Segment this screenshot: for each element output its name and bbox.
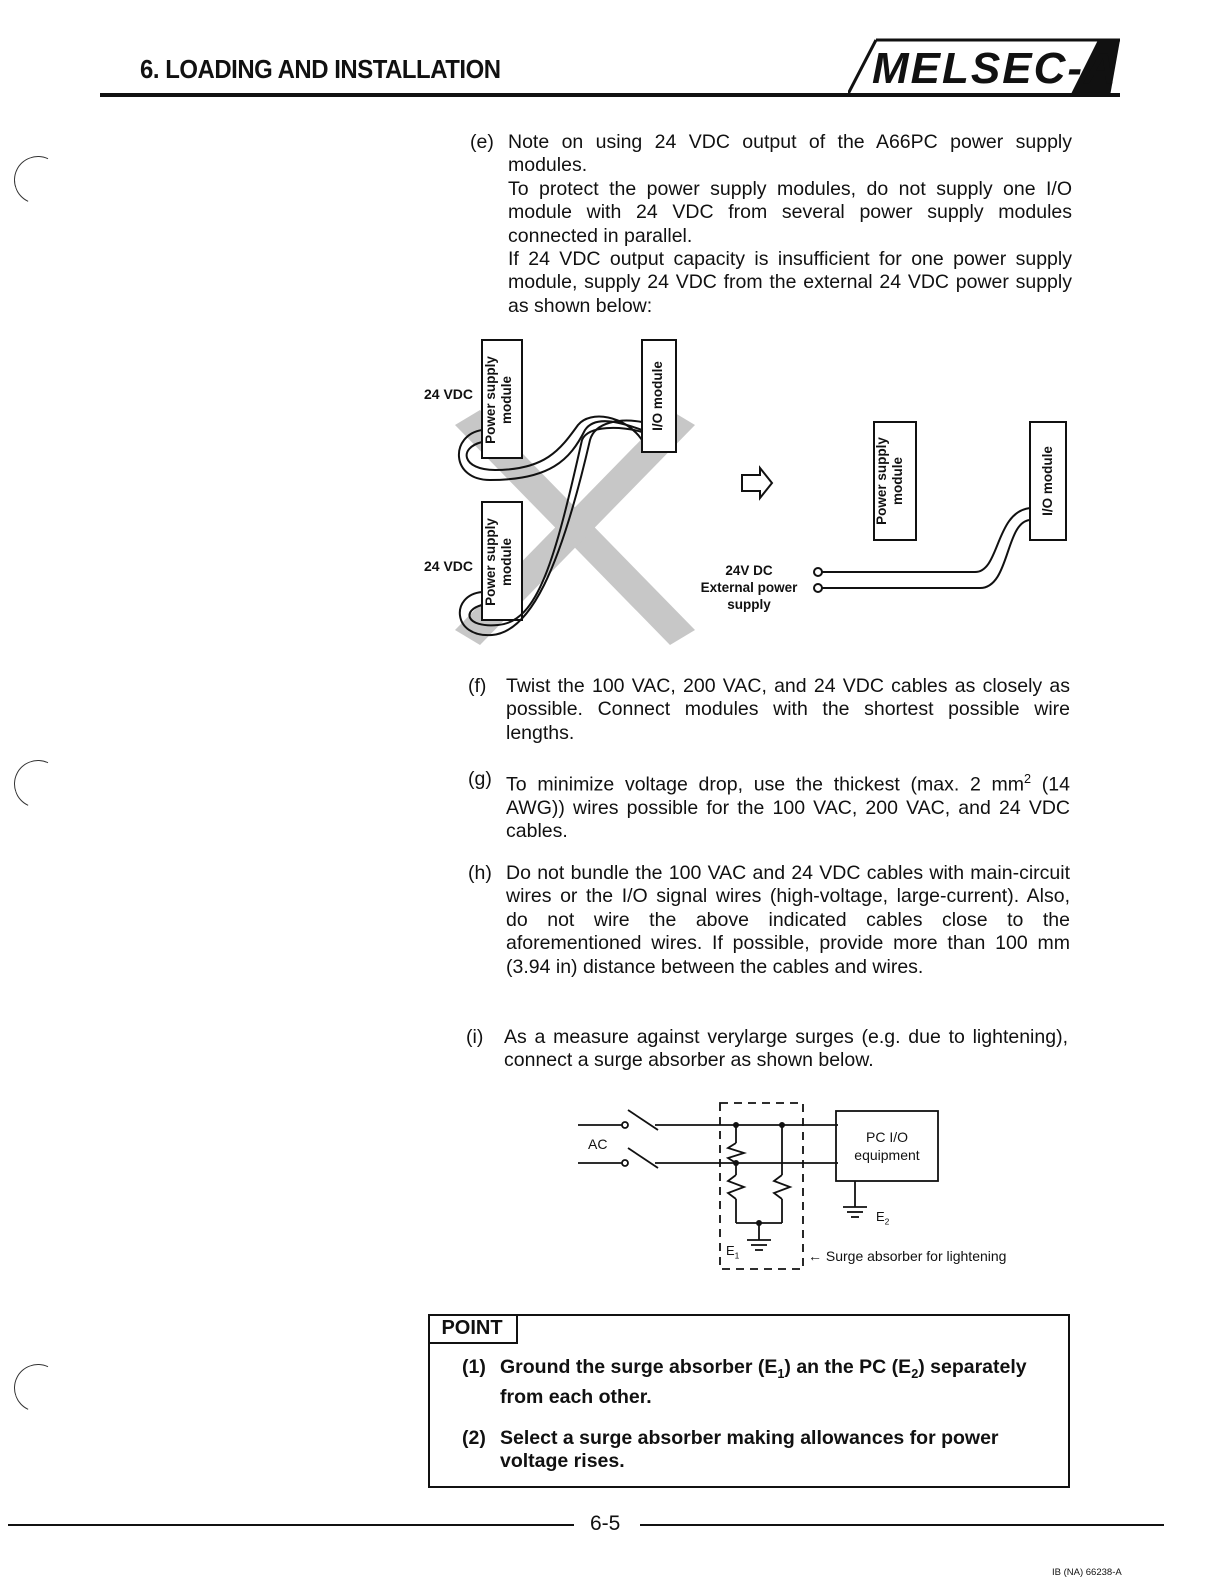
surge-absorber-label: ← Surge absorber for lightening (808, 1248, 1007, 1264)
psm-right-label-line2: module (890, 457, 905, 506)
psm-bottom-label-line1: Power supply (483, 518, 498, 606)
paragraph-h-label: (h) (468, 862, 492, 884)
paragraph-f-text: Twist the 100 VAC, 200 VAC, and 24 VDC cables as closely as possible. Connect modules with the shortest possible wire lengths. (506, 675, 1070, 744)
paragraph-g-text-b: (14 AWG)) wires possible for the 100 VAC, 200 VAC, and 24 VDC cables. (506, 773, 1070, 843)
paragraph-e-line2: To protect the power supply modules, do not supply one I/O module with 24 VDC from several power supply modules connected in parallel. (508, 177, 1072, 247)
paragraph-i-label: (i) (466, 1026, 484, 1048)
point-item-1-sub2: 2 (911, 1366, 919, 1381)
e1-label-text: E (726, 1243, 735, 1258)
point-item-1 (462, 1356, 1040, 1410)
page-number: 6-5 (590, 1512, 621, 1535)
paragraph-e-line1: Note on using 24 VDC output of the A66PC power supply modules. (508, 131, 1072, 177)
point-item-1-text-c: ) separately from each other. (500, 1356, 1027, 1409)
label-24vdc-bottom: 24 VDC (424, 558, 474, 574)
pc-equipment-line1: PC I/O (865, 1129, 908, 1145)
external-supply-wires (814, 508, 1030, 592)
paragraph-g (468, 768, 1070, 844)
paragraph-e (470, 131, 1072, 318)
psm-top-label-line1: Power supply (483, 356, 498, 444)
psm-top-label (483, 341, 515, 459)
paragraph-f-label: (f) (468, 675, 487, 697)
psm-right-label-line1: Power supply (874, 437, 889, 525)
binder-hole-bottom (7, 1357, 69, 1419)
footer-rule-right (640, 1524, 1164, 1526)
document-id: IB (NA) 66238-A (1052, 1567, 1122, 1578)
external-supply-line2: External power (700, 580, 798, 595)
paragraph-h (468, 862, 1070, 979)
io-right-label: I/O module (1040, 446, 1055, 516)
pc-equipment-line2: equipment (854, 1147, 920, 1163)
right-arrow-icon (742, 468, 772, 498)
point-tag: POINT (428, 1314, 518, 1344)
point-item-2-label: (2) (462, 1427, 486, 1449)
pc-equipment-label (836, 1128, 938, 1164)
external-supply-line3: supply (727, 597, 771, 612)
psm-bottom-label (483, 503, 515, 621)
e2-label-text: E (876, 1209, 885, 1224)
paragraph-g-label: (g) (468, 768, 492, 790)
point-item-1-label: (1) (462, 1356, 486, 1378)
paragraph-e-line3: If 24 VDC output capacity is insufficient for one power supply module, supply 24 VDC from the external 24 VDC power supply as shown below: (508, 248, 1072, 317)
point-item-2 (462, 1427, 1040, 1474)
e2-label (876, 1209, 889, 1227)
paragraph-f (468, 675, 1070, 745)
e1-label-sub: 1 (734, 1250, 740, 1261)
paragraph-e-label: (e) (470, 131, 494, 153)
io-left-label: I/O module (650, 361, 665, 431)
label-24vdc-top: 24 VDC (424, 386, 474, 402)
binder-hole-top (7, 149, 69, 211)
point-item-1-text-b: ) an the PC (E (784, 1356, 912, 1378)
footer-rule-left (8, 1524, 574, 1526)
paragraph-g-text-a: To minimize voltage drop, use the thickest (max. 2 mm (506, 773, 1025, 796)
e2-label-sub: 2 (884, 1216, 890, 1227)
section-title: 6. LOADING AND INSTALLATION (140, 54, 501, 84)
psm-bottom-label-line2: module (499, 538, 514, 587)
psm-right-label (874, 422, 906, 540)
binder-hole-middle (7, 753, 69, 815)
paragraph-h-text: Do not bundle the 100 VAC and 24 VDC cables with main-circuit wires or the I/O signal wires (high-voltage, large-current). Also, do not wire the above indicated cables close to the aforementioned wires. If possible, provide more than 100 mm (3.94 in) distance between the cables and wires. (506, 862, 1070, 978)
paragraph-i-text: As a measure against verylarge surges (e.g. due to lightening), connect a surge absorber as shown below. (504, 1026, 1068, 1072)
brand-logo: MELSEC-A (872, 44, 1118, 93)
psm-top-label-line2: module (499, 376, 514, 425)
paragraph-g-sup: 2 (1024, 772, 1032, 786)
external-supply-line1: 24V DC (725, 563, 773, 578)
paragraph-i (466, 1026, 1068, 1073)
point-item-1-sub1: 1 (777, 1366, 785, 1381)
point-item-1-text-a: Ground the surge absorber (E (500, 1356, 778, 1378)
ac-label: AC (588, 1136, 608, 1152)
e1-label (726, 1243, 739, 1261)
point-item-2-text: Select a surge absorber making allowances for power voltage rises. (500, 1427, 999, 1473)
external-supply-label (690, 562, 808, 613)
